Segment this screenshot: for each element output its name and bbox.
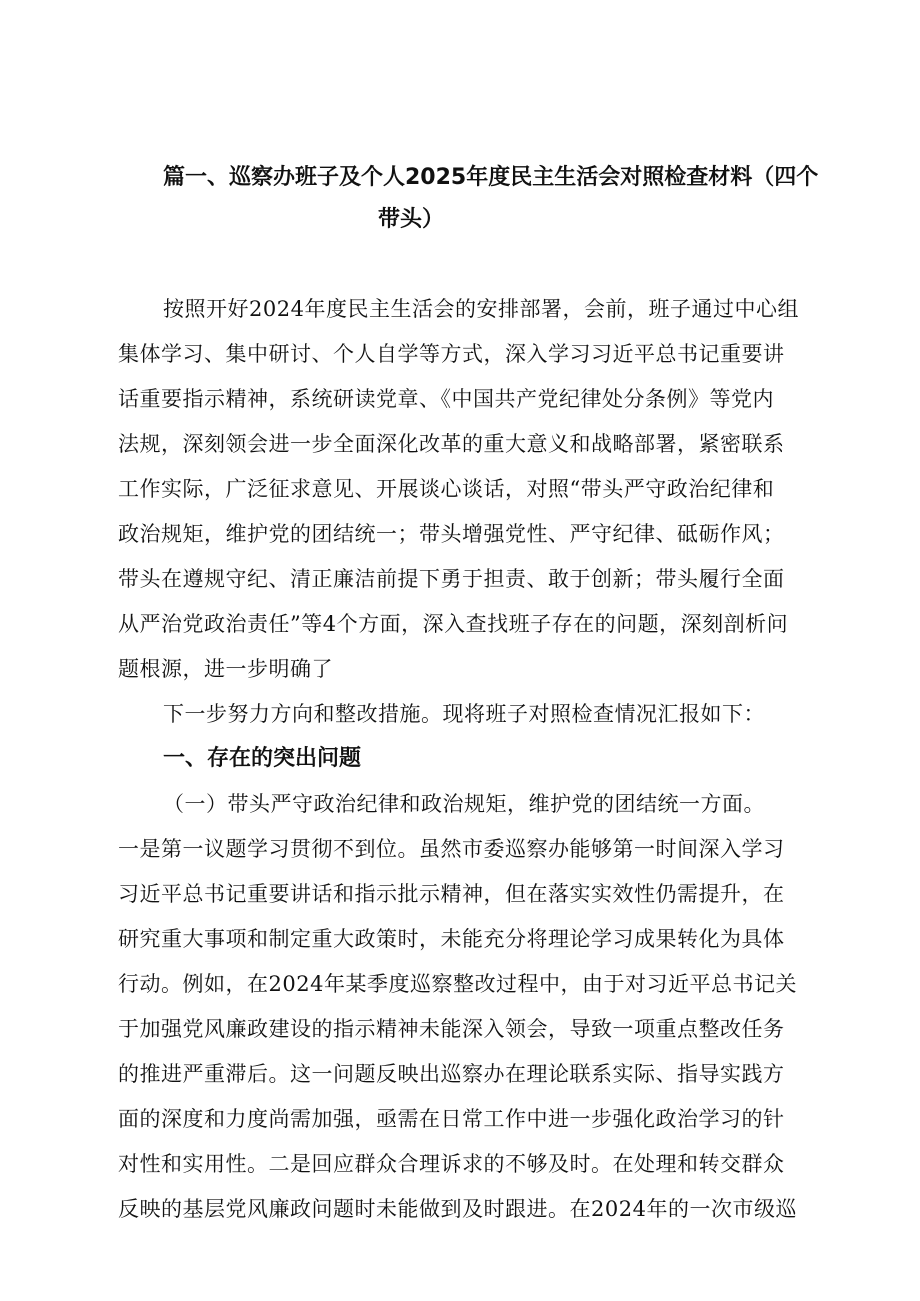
body-line: 研究重大事项和制定重大政策时，未能充分将理论学习成果转化为具体 [118,927,785,951]
body-line: 习近平总书记重要讲话和指示批示精神，但在落实实效性仍需提升，在 [118,882,785,906]
document-title-line-2: 带头） [378,207,445,232]
intro-line: 法规，深刻领会进一步全面深化改革的重大意义和战略部署，紧密联系 [118,432,785,456]
body-line: 反映的基层党风廉政问题时未能做到及时跟进。在2024年的一次市级巡 [118,1197,797,1221]
body-line: 于加强党风廉政建设的指示精神未能深入领会，导致一项重点整改任务 [118,1017,785,1041]
body-line: 行动。例如，在2024年某季度巡察整改过程中，由于对习近平总书记关 [118,972,797,996]
intro-line: 政治规矩，维护党的团结统一；带头增强党性、严守纪律、砥砺作风； [118,522,785,546]
body-line: 对性和实用性。二是回应群众合理诉求的不够及时。在处理和转交群众 [118,1152,785,1176]
body-line: 面的深度和力度尚需加强，亟需在日常工作中进一步强化政治学习的针 [118,1107,785,1131]
intro-line: 题根源，进一步明确了 [118,657,333,681]
intro-line: 按照开好2024年度民主生活会的安排部署，会前，班子通过中心组 [163,297,799,321]
intro-line: 集体学习、集中研讨、个人自学等方式，深入学习习近平总书记重要讲 [118,342,785,366]
intro-line: 工作实际，广泛征求意见、开展谈心谈话，对照“带头严守政治纪律和 [118,477,775,501]
document-title-line-1: 篇一、巡察办班子及个人2025年度民主生活会对照检查材料（四个 [163,165,819,190]
intro-line: 下一步努力方向和整改措施。现将班子对照检查情况汇报如下： [163,702,765,726]
intro-line: 从严治党政治责任”等4个方面，深入查找班子存在的问题，深刻剖析问 [118,612,789,636]
body-line: 的推进严重滞后。这一问题反映出巡察办在理论联系实际、指导实践方 [118,1062,785,1086]
subsection-heading: （一）带头严守政治纪律和政治规矩，维护党的团结统一方面。 [163,792,765,816]
intro-line: 话重要指示精神，系统研读党章、《中国共产党纪律处分条例》等党内 [118,387,774,411]
body-line: 一是第一议题学习贯彻不到位。虽然市委巡察办能够第一时间深入学习 [118,837,785,861]
intro-line: 带头在遵规守纪、清正廉洁前提下勇于担责、敢于创新；带头履行全面 [118,567,785,591]
section-heading: 一、存在的突出问题 [163,746,362,771]
